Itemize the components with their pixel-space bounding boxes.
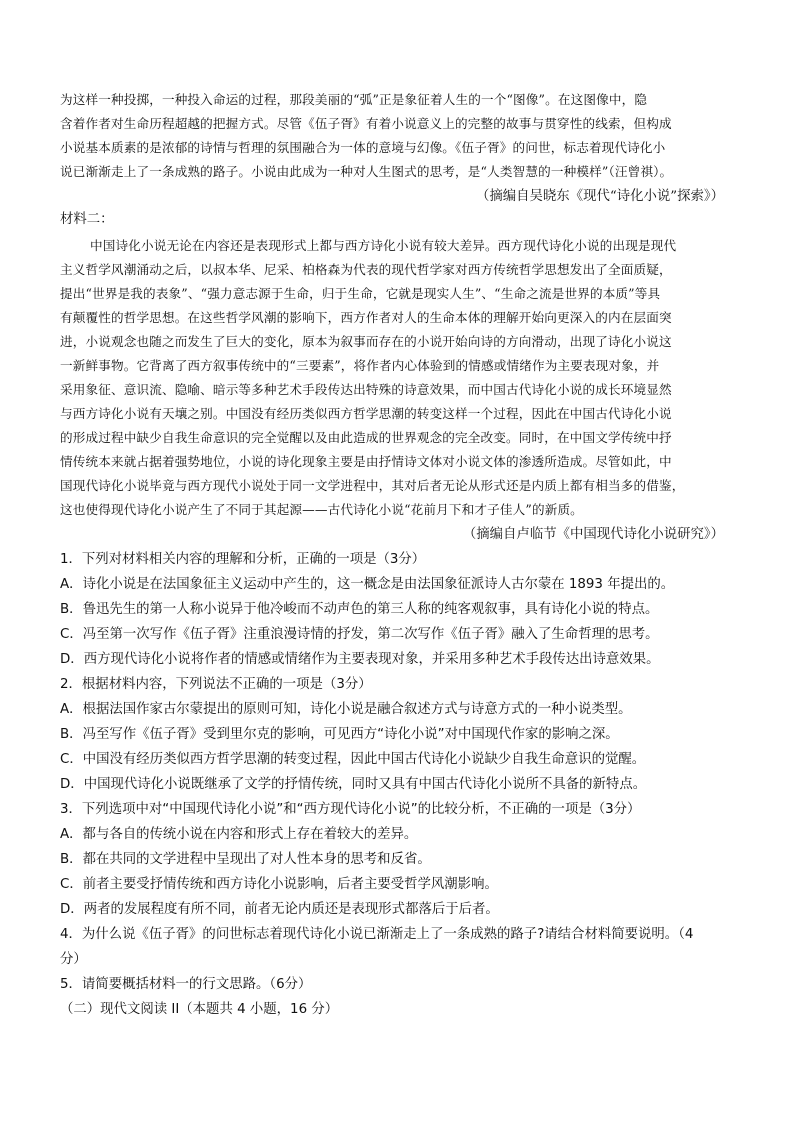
question-4-stem: 4．为什么说《伍子胥》的问世标志着现代诗化小说已渐渐走上了一条成熟的路子?请结合材料简要说明。（4	[60, 927, 694, 942]
question-3-option-d: D．两者的发展程度有所不同，前者无论内质还是表现形式都落后于后者。	[60, 902, 499, 917]
material-two-line: 与西方诗化小说有天壤之别。中国没有经历类似西方哲学思潮的转变这样一个过程，因此在中国古代诗化小说	[60, 406, 672, 421]
question-2-option-d: D．中国现代诗化小说既继承了文学的抒情传统，同时又具有中国古代诗化小说所不具备的新特点。	[60, 777, 647, 792]
question-3-option-c: C．前者主要受抒情传统和西方诗化小说影响，后者主要受哲学风潮影响。	[60, 877, 498, 892]
source-citation-one: （摘编自吴晓东《现代“诗化小说”探索》）	[475, 189, 724, 204]
source-citation-two: （摘编自卢临节《中国现代诗化小说研究》）	[462, 527, 724, 542]
material-two-heading: 材料二：	[60, 212, 114, 227]
question-2-option-b: B．冯至写作《伍子胥》受到里尔克的影响，可见西方“诗化小说”对中国现代作家的影响之深。	[60, 727, 619, 742]
question-5-stem: 5．请简要概括材料一的行文思路。（6分）	[60, 977, 312, 992]
question-1-option-c: C．冯至第一次写作《伍子胥》注重浪漫诗情的抒发，第二次写作《伍子胥》融入了生命哲理的思考。	[60, 627, 659, 642]
question-2-stem: 2．根据材料内容，下列说法不正确的一项是（3分）	[60, 677, 372, 692]
material-two-line: 有颠覆性的哲学思想。在这些哲学风潮的影响下，西方作者对人的生命本体的理解开始向更深入的内在层面突	[60, 310, 672, 325]
material-one-line: 含着作者对生命历程超越的把握方式。尽管《伍子胥》有着小说意义上的完整的故事与贯穿性的线索，但构成	[60, 116, 672, 131]
material-one-line: 说已渐渐走上了一条成熟的路子。小说由此成为一种对人生图式的思考，是“人类智慧的一种模样”（汪曾祺）。	[60, 164, 673, 179]
question-3-option-b: B．都在共同的文学进程中呈现出了对人性本身的思考和反省。	[60, 852, 431, 867]
question-2-option-c: C．中国没有经历类似西方哲学思潮的转变过程，因此中国古代诗化小说缺少自我生命意识的觉醒。	[60, 752, 646, 767]
question-1-option-b: B．鲁迅先生的第一人称小说异于他冷峻而不动声色的第三人称的纯客观叙事，具有诗化小说的特点。	[60, 602, 659, 617]
material-two-line: 的形成过程中缺少自我生命意识的完全觉醒以及由此造成的世界观念的完全改变。同时，在中国文学传统中抒	[60, 430, 672, 445]
material-two-line: 提出“世界是我的表象”、“强力意志源于生命，归于生命，它就是现实人生”、“生命之流是世界的本质”等具	[60, 286, 661, 301]
material-two-line: 进，小说观念也随之而发生了巨大的变化，原本为叙事而存在的小说开始向诗的方向滑动，出现了诗化小说这	[60, 334, 672, 349]
question-4-stem-cont: 分）	[60, 952, 87, 967]
question-3-stem: 3．下列选项中对“中国现代诗化小说”和“西方现代诗化小说”的比较分析，不正确的一项是（3分）	[60, 802, 641, 817]
material-two-line: 这也使得现代诗化小说产生了不同于其起源——古代诗化小说“花前月下和才子佳人”的新质。	[60, 502, 583, 517]
material-one-line: 为这样一种投掷，一种投入命运的过程，那段美丽的“弧”正是象征着人生的一个“图像”。在这图像中，隐	[60, 92, 648, 107]
question-1-stem: 1．下列对材料相关内容的理解和分析，正确的一项是（3分）	[60, 552, 426, 567]
material-two-line: 国现代诗化小说毕竟与西方现代小说处于同一文学进程中，其对后者无论从形式还是内质上都有相当多的借鉴，	[60, 478, 685, 493]
question-1-option-a: A．诗化小说是在法国象征主义运动中产生的，这一概念是由法国象征派诗人古尔蒙在 1893 年提出的。	[60, 577, 675, 592]
material-two-line: 主义哲学风潮涌动之后，以叔本华、尼采、柏格森为代表的现代哲学家对西方传统哲学思想发出了全面质疑，	[60, 262, 672, 277]
question-2-option-a: A．根据法国作家古尔蒙提出的原则可知，诗化小说是融合叙述方式与诗意方式的一种小说类型。	[60, 702, 632, 717]
material-two-line: 采用象征、意识流、隐喻、暗示等多种艺术手段传达出特殊的诗意效果，而中国古代诗化小说的成长环境显然	[60, 382, 672, 397]
material-two-line: 中国诗化小说无论在内容还是表现形式上都与西方诗化小说有较大差异。西方现代诗化小说的出现是现代	[90, 238, 677, 253]
question-1-option-d: D．西方现代诗化小说将作者的情感或情绪作为主要表现对象，并采用多种艺术手段传达出诗意效果。	[60, 652, 660, 667]
material-two-line: 一新鲜事物。它背离了西方叙事传统中的“三要素”，将作者内心体验到的情感或情绪作为主要表现对象，并	[60, 358, 660, 373]
material-one-line: 小说基本质素的是浓郁的诗情与哲理的氛围融合为一体的意境与幻像。《伍子胥》的问世，标志着现代诗化小	[60, 140, 666, 155]
question-3-option-a: A．都与各自的传统小说在内容和形式上存在着较大的差异。	[60, 827, 418, 842]
section-heading-reading-ii: （二）现代文阅读 II（本题共 4 小题，16 分）	[60, 1002, 339, 1017]
material-two-line: 情传统本来就占据着强势地位，小说的诗化现象主要是由抒情诗文体对小说文体的渗透所造成。尽管如此，中	[60, 454, 672, 469]
